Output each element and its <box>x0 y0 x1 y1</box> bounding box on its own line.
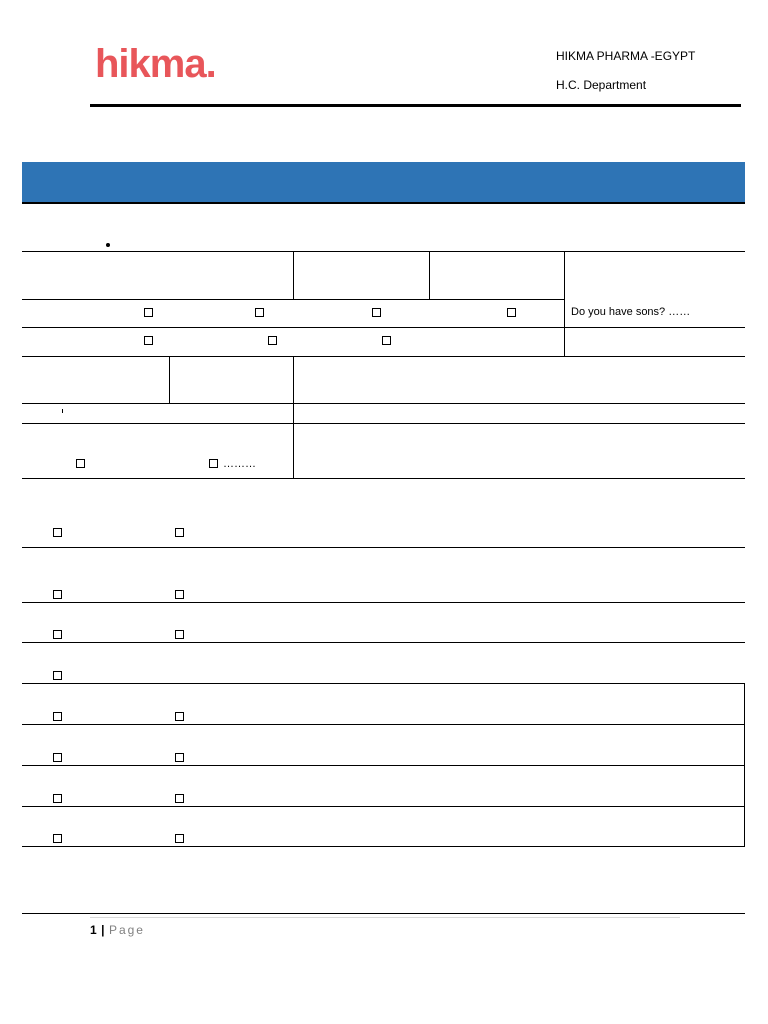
hikma-logo <box>95 40 216 88</box>
question-rule-4 <box>22 683 745 684</box>
bullet-dot <box>106 243 110 247</box>
tick-mark <box>62 409 63 413</box>
page-separator: | <box>101 923 105 937</box>
sons-question: Do you have sons? …… <box>571 306 691 318</box>
checkbox-r2-3[interactable] <box>372 308 381 317</box>
title-band-rule <box>22 202 745 204</box>
table-col-line-1 <box>293 251 294 299</box>
checkbox-q5-no[interactable] <box>175 712 184 721</box>
page-label: Page <box>108 923 145 937</box>
header-rule <box>90 104 741 107</box>
checkbox-q2-no[interactable] <box>175 590 184 599</box>
question-rule-5 <box>22 724 745 725</box>
company-name: HIKMA PHARMA -EGYPT <box>556 49 696 63</box>
table-rule-4 <box>22 356 745 357</box>
checkbox-r2-4[interactable] <box>507 308 516 317</box>
department-name: H.C. Department <box>556 78 647 92</box>
question-rule-6 <box>22 765 745 766</box>
question-rule-8 <box>22 846 745 847</box>
table-col-line-4 <box>169 356 170 403</box>
checkbox-q6-no[interactable] <box>175 753 184 762</box>
page-number: 1 <box>90 923 97 937</box>
checkbox-q6-yes[interactable] <box>53 753 62 762</box>
page-footer <box>90 921 145 939</box>
table-rule-5 <box>22 403 745 404</box>
checkbox-q4-yes[interactable] <box>53 671 62 680</box>
table-rule-6 <box>22 423 745 424</box>
checkbox-q2-yes[interactable] <box>53 590 62 599</box>
footer-rule <box>22 913 745 914</box>
logo-text: hikma. <box>95 42 216 86</box>
table-col-line-3 <box>564 251 565 356</box>
checkbox-r7-1[interactable] <box>76 459 85 468</box>
checkbox-r3-3[interactable] <box>382 336 391 345</box>
form-title-band <box>22 162 745 202</box>
table-col-line-5 <box>293 356 294 478</box>
checkbox-q8-no[interactable] <box>175 834 184 843</box>
checkbox-q5-yes[interactable] <box>53 712 62 721</box>
checkbox-q1-yes[interactable] <box>53 528 62 537</box>
checkbox-r3-1[interactable] <box>144 336 153 345</box>
checkbox-q3-no[interactable] <box>175 630 184 639</box>
checkbox-q7-yes[interactable] <box>53 794 62 803</box>
checkbox-q8-yes[interactable] <box>53 834 62 843</box>
checkbox-r2-1[interactable] <box>144 308 153 317</box>
footer-subrule <box>90 917 680 918</box>
question-rule-7 <box>22 806 745 807</box>
checkbox-r2-2[interactable] <box>255 308 264 317</box>
question-rule-3 <box>22 642 745 643</box>
question-rule-1 <box>22 547 745 548</box>
other-option-text: ……… <box>223 458 256 470</box>
checkbox-r7-2[interactable] <box>209 459 218 468</box>
lower-box-right-border <box>744 683 745 846</box>
checkbox-q1-no[interactable] <box>175 528 184 537</box>
table-rule-7 <box>22 478 745 479</box>
question-rule-2 <box>22 602 745 603</box>
table-rule-1 <box>22 251 745 252</box>
table-col-line-2 <box>429 251 430 299</box>
checkbox-q3-yes[interactable] <box>53 630 62 639</box>
checkbox-q7-no[interactable] <box>175 794 184 803</box>
checkbox-r3-2[interactable] <box>268 336 277 345</box>
table-rule-3 <box>22 327 745 328</box>
table-rule-2 <box>22 299 565 300</box>
